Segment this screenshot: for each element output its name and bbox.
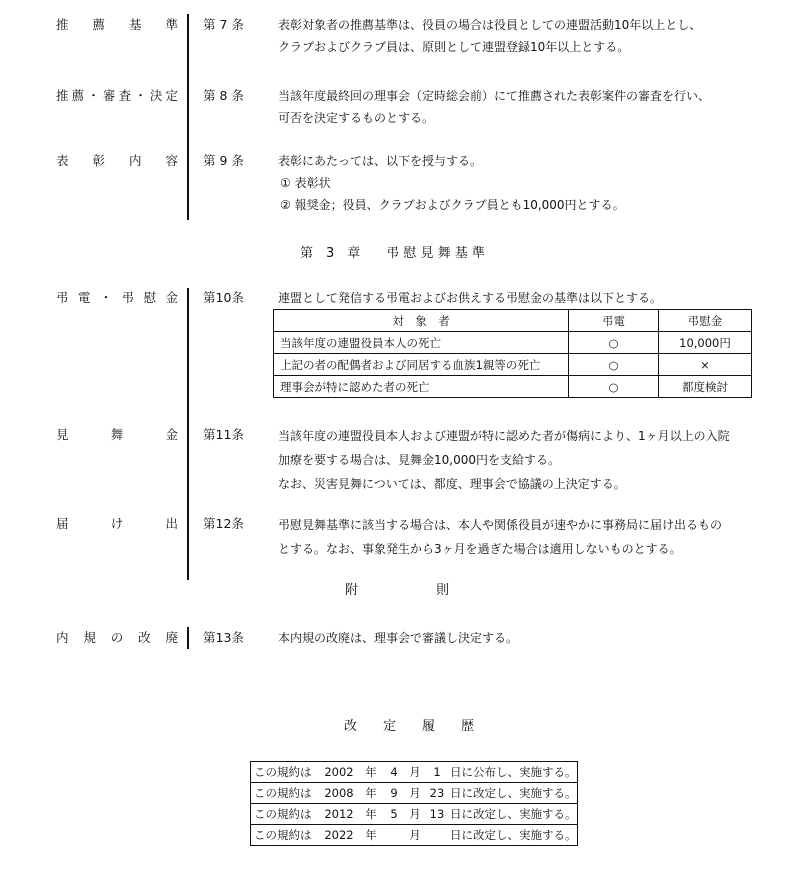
article-13-number: 第13条: [203, 630, 244, 645]
article-11-heading: 見 舞 金: [56, 427, 178, 442]
article-11-text: 当該年度の連盟役員本人および連盟が特に認めた者が傷病により、1ヶ月以上の入院 加療を要する場合は、見舞金10,000円を支給する。 なお、災害見舞については、都度、理事会で協議の上決定する。: [278, 429, 730, 491]
article-7-text: 表彰対象者の推薦基準は、役員の場合は役員としての連盟活動10年以上とし、 クラブおよびクラブ員は、原則として連盟登録10年以上とする。: [278, 18, 702, 54]
condolence-table-header: [274, 310, 752, 332]
article-12-text: 弔慰見舞基準に該当する場合は、本人や関係役員が速やかに事務局に届け出るもの とする。なお、事象発生から3ヶ月を過ぎた場合は適用しないものとする。: [278, 518, 723, 556]
article-10-heading: 弔 電 ・ 弔 慰 金: [56, 290, 178, 305]
table-row: 上記の者の配偶者および同居する血族1親等の死亡 ○ ×: [274, 354, 752, 376]
header-telegram: 弔電: [569, 310, 659, 332]
article-10-number: 第10条: [203, 290, 244, 305]
vertical-divider-middle: [187, 288, 189, 580]
article-9-number: 第 9 条: [203, 153, 244, 168]
article-7-heading: 推 薦 基 準: [56, 17, 178, 32]
table-row: この規約は 2022 年 月 日に改定し、実施する。: [251, 825, 578, 846]
header-target: 対 象 者: [274, 310, 569, 332]
vertical-divider-top: [187, 14, 189, 220]
supplementary-title: 附 則: [345, 583, 450, 598]
article-7-number: 第 7 条: [203, 17, 244, 32]
article-8-heading: 推 薦 ・ 審 査 ・ 決 定: [56, 88, 178, 103]
article-13-heading: 内 規 の 改 廃: [56, 630, 178, 645]
vertical-divider-bottom: [187, 627, 189, 649]
article-11-number: 第11条: [203, 427, 244, 442]
table-row: この規約は 2002 年 4 月 1 日に公布し、実施する。: [251, 762, 578, 783]
table-row: この規約は 2008 年 9 月 23 日に改定し、実施する。: [251, 783, 578, 804]
revision-history-table: [250, 761, 578, 846]
table-row: この規約は 2012 年 5 月 13 日に改定し、実施する。: [251, 804, 578, 825]
article-8-number: 第 8 条: [203, 88, 244, 103]
header-condolence-money: 弔慰金: [659, 310, 752, 332]
article-12-number: 第12条: [203, 516, 244, 531]
chapter-3-title: 第 3 章 弔 慰 見 舞 基 準: [300, 246, 485, 261]
article-9-heading: 表 彰 内 容: [56, 153, 178, 168]
condolence-table: [273, 309, 752, 398]
article-13-text: 本内規の改廃は、理事会で審議し決定する。: [278, 631, 519, 645]
table-row: 当該年度の連盟役員本人の死亡 ○ 10,000円: [274, 332, 752, 354]
article-10-intro: 連盟として発信する弔電およびお供えする弔慰金の基準は以下とする。: [278, 291, 663, 305]
article-12-heading: 届 け 出: [56, 516, 178, 531]
article-8-text: 当該年度最終回の理事会（定時総会前）にて推薦された表彰案件の審査を行い、 可否を決定するものとする。: [278, 89, 711, 125]
revision-history-title: 改 定 履 歴: [344, 719, 475, 734]
article-9-text: 表彰にあたっては、以下を授与する。 ① 表彰状 ② 報奨金；役員、クラブおよびクラブ員とも10,000円とする。: [278, 154, 625, 212]
table-row: 理事会が特に認めた者の死亡 ○ 都度検討: [274, 376, 752, 398]
